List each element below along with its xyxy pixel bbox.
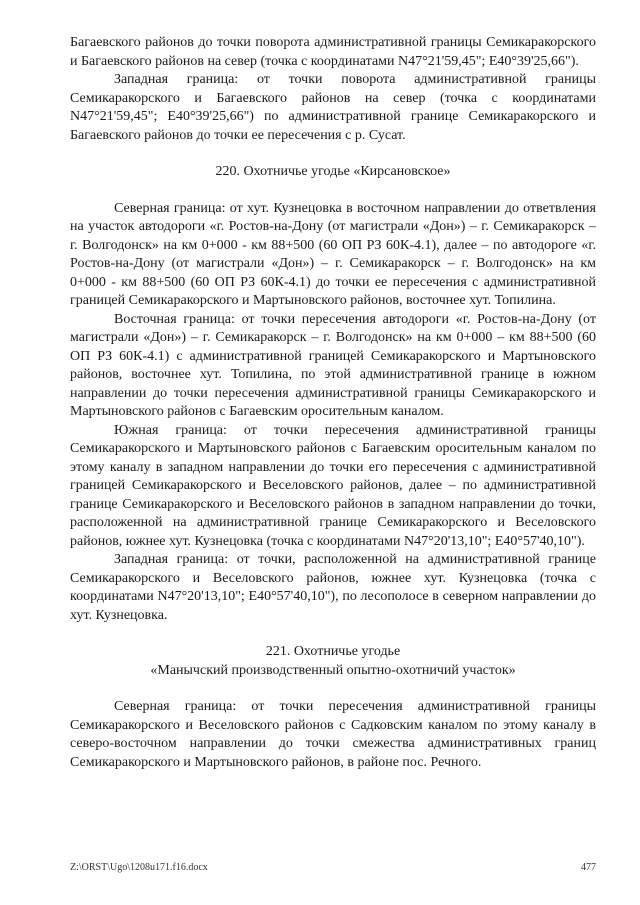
spacer <box>70 625 596 643</box>
spacer <box>70 182 596 200</box>
section-heading-221-line2: «Манычский производственный опытно-охотничий участок» <box>150 662 516 678</box>
spacer <box>70 145 596 163</box>
section-heading-221-line1: 221. Охотничье угодье <box>265 644 401 659</box>
paragraph-southern-border-220: Южная граница: от точки пересечения административной границы Семикаракорского и Мартыновского районов с Багаевским оросительным каналом по этому каналу в западном направлении до точки его пересечения с административной границей Семикаракорского и Веселовского районов, далее – по административной границе Семикаракорского и Веселовского районов в западном направлении до точки, расположенной на административной границе Семикаракорского и Веселовского районов, южнее хут. Кузнецовка (точка с координатами N47°20'13,10"; E40°57'40,10"). <box>70 422 596 549</box>
paragraph-eastern-border-220: Восточная граница: от точки пересечения автодороги «г. Ростов-на-Дону (от магистрали «Дон») – г. Семикаракорск – г. Волгодонск» на км 0+000 – км 88+500 (60 ОП РЗ 60К-4.1) с административной границей Семикаракорского и Мартыновского районов, восточнее хут. Топилина, по этой административной границе в южном направлении до точки пересечения административной границы Семикаракорского и Мартыновского районов с Багаевским оросительным каналом. <box>70 311 596 419</box>
paragraph-western-border-220: Западная граница: от точки, расположенной на административной границе Семикаракорского и Веселовского районов, южнее хут. Кузнецовка (точка с координатами N47°20'13,10"; E40°57'40,10"), по лесополосе в северном направлении до хут. Кузнецовка. <box>70 552 596 623</box>
footer-file-path: Z:\ORST\Ugo\1208u171.f16.docx <box>70 862 208 873</box>
paragraph-northern-border-221: Северная граница: от точки пересечения административной границы Семикаракорского и Веселовского районов с Садковским каналом по этому каналу в северо-восточном направлении до точки смежества административных границ Семикаракорского и Мартыновского районов, в районе пос. Речного. <box>70 699 596 770</box>
section-heading-220: 220. Охотничье угодье «Кирсановское» <box>215 164 451 179</box>
paragraph-western-border-219: Западная граница: от точки поворота административной границы Семикаракорского и Багаевского районов на север (точка с координатами N47°21'59,45"; E40°39'25,66") по административной границе Семикаракорского и Багаевского районов до точки ее пересечения с р. Сусат. <box>70 72 596 143</box>
spacer <box>70 680 596 698</box>
paragraph-continuation: Багаевского районов до точки поворота административной границы Семикаракорского и Багаевского районов на север (точка с координатами N47°21'59,45"; E40°39'25,66"). <box>70 35 596 69</box>
paragraph-northern-border-220: Северная граница: от хут. Кузнецовка в восточном направлении до ответвления на участок автодороги «г. Ростов-на-Дону (от магистрали «Дон») – г. Семикаракорск – г. Волгодонск» на км 0+000 - км 88+500 (60 ОП РЗ 60К-4.1), далее – по автодороге «г. Ростов-на-Дону (от магистрали «Дон») – г. Семикаракорск – г. Волгодонск» на км 0+000 - км 88+500 (60 ОП РЗ 60К-4.1) до точки ее пересечения с административной границей Семикаракорского и Мартыновского районов, восточнее хут. Топилина. <box>70 200 596 308</box>
footer-page-number: 477 <box>581 862 596 873</box>
document-body <box>70 34 596 772</box>
